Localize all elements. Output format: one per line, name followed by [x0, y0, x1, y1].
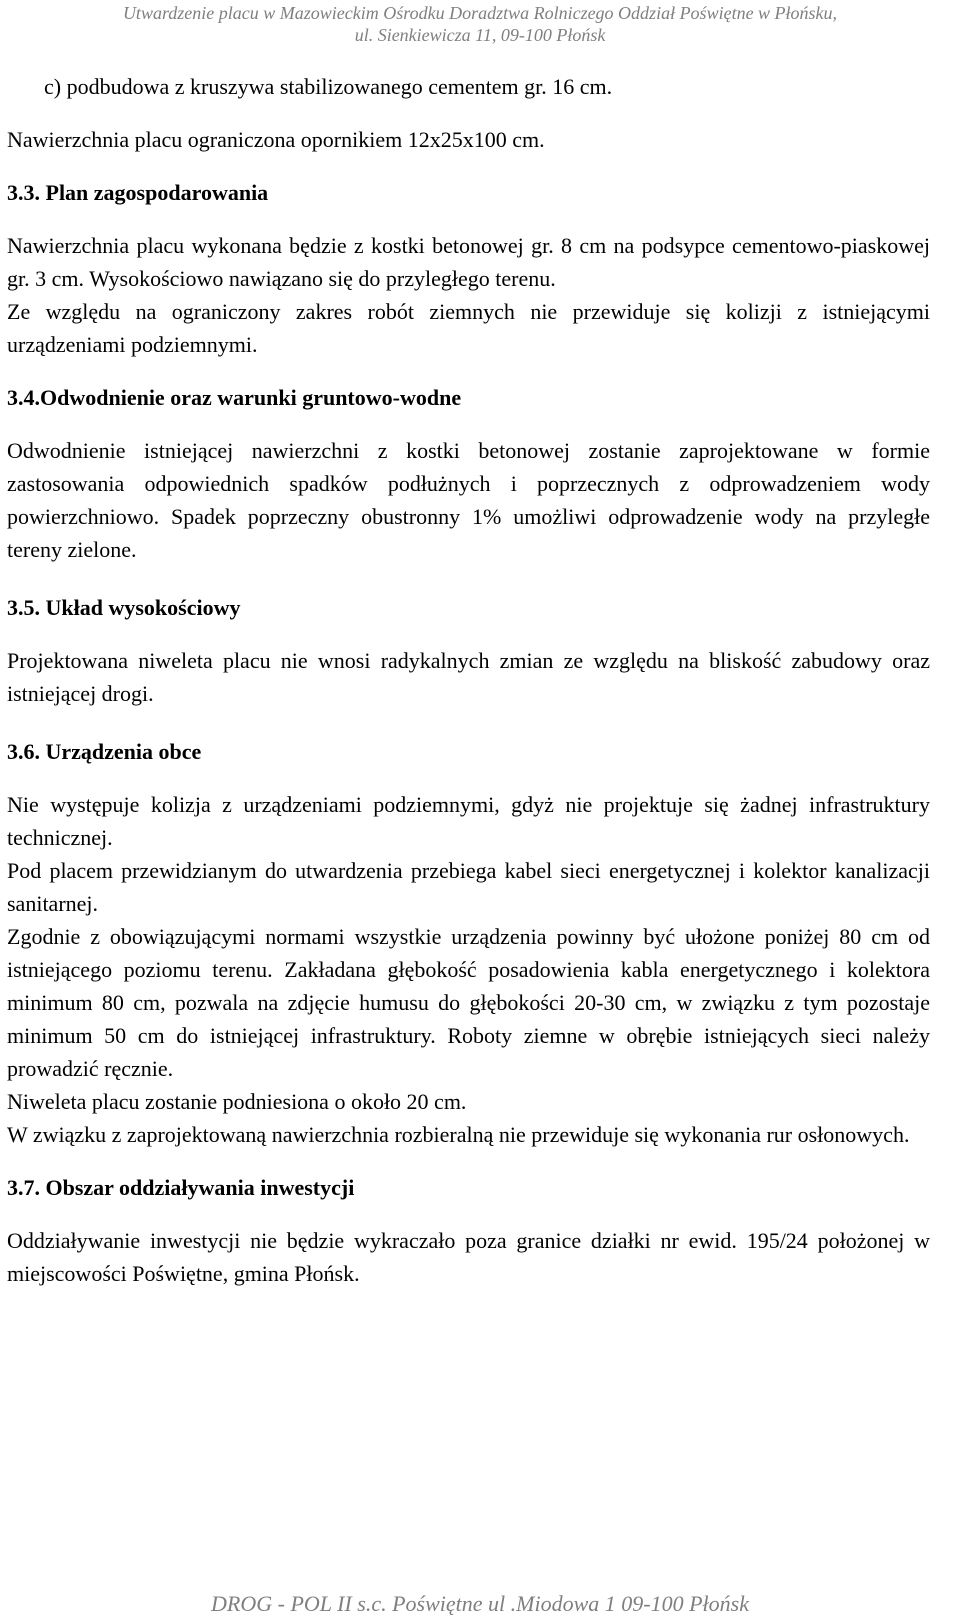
- page-footer: DROG - POL II s.c. Poświętne ul .Miodowa 1 09-100 Płońsk: [211, 1591, 749, 1616]
- header-line-2: ul. Sienkiewicza 11, 09-100 Płońsk: [354, 25, 606, 45]
- document-body: [7, 70, 930, 1290]
- section-3-3-paragraph-2: Ze względu na ograniczony zakres robót ziemnych nie przewiduje się kolizji z istniejącymi urządzeniami podziemnymi.: [7, 299, 930, 357]
- section-3-3-paragraph-1: Nawierzchnia placu wykonana będzie z kostki betonowej gr. 8 cm na podsypce cementowo-piaskowej gr. 3 cm. Wysokościowo nawiązano się do przyległego terenu.: [7, 233, 930, 291]
- list-item-c: c) podbudowa z kruszywa stabilizowanego cementem gr. 16 cm.: [44, 74, 613, 99]
- section-3-4-paragraph-1: Odwodnienie istniejącej nawierzchni z kostki betonowej zostanie zaprojektowane w formie zastosowania odpowiednich spadków podłużnych i poprzecznych z odprowadzeniem wody powierzchniowo. Spadek poprzeczny obustronny 1% umożliwi odprowadzenie wody na przyległe tereny zielone.: [7, 438, 930, 562]
- section-heading-3-5: 3.5. Układ wysokościowy: [7, 595, 241, 620]
- header-line-1: Utwardzenie placu w Mazowieckim Ośrodku Doradztwa Rolniczego Oddział Poświętne w Płońsku,: [122, 3, 838, 23]
- section-3-6-paragraph-4: Niweleta placu zostanie podniesiona o około 20 cm.: [7, 1089, 467, 1114]
- section-heading-3-7: 3.7. Obszar oddziaływania inwestycji: [7, 1175, 355, 1200]
- section-3-5-paragraph-1: Projektowana niweleta placu nie wnosi radykalnych zmian ze względu na bliskość zabudowy oraz istniejącej drogi.: [7, 648, 930, 706]
- section-3-6-paragraph-5: W związku z zaprojektowaną nawierzchnia rozbieralną nie przewiduje się wykonania rur osłonowych.: [7, 1122, 910, 1147]
- section-3-6-paragraph-3: Zgodnie z obowiązującymi normami wszystkie urządzenia powinny być ułożone poniżej 80 cm od istniejącego poziomu terenu. Zakładana głębokość posadowienia kabla energetycznego i kolektora minimum 80 cm, pozwala na zdjęcie humusu do głębokości 20-30 cm, w związku z tym pozostaje minimum 50 cm do istniejącej infrastruktury. Roboty ziemne w obrębie istniejących sieci należy prowadzić ręcznie.: [7, 924, 930, 1081]
- section-3-6-paragraph-2: Pod placem przewidzianym do utwardzenia przebiega kabel sieci energetycznej i kolektor kanalizacji sanitarnej.: [7, 858, 930, 916]
- section-heading-3-6: 3.6. Urządzenia obce: [7, 739, 202, 764]
- section-heading-3-4: 3.4.Odwodnienie oraz warunki gruntowo-wodne: [7, 385, 462, 410]
- section-3-6-paragraph-1: Nie występuje kolizja z urządzeniami podziemnymi, gdyż nie projektuje się żadnej infrastruktury technicznej.: [7, 792, 930, 850]
- section-3-7-paragraph-1: Oddziaływanie inwestycji nie będzie wykraczało poza granice działki nr ewid. 195/24 położonej w miejscowości Poświętne, gmina Płońsk.: [7, 1228, 930, 1286]
- section-heading-3-3: 3.3. Plan zagospodarowania: [7, 180, 269, 205]
- page-header: [0, 2, 960, 46]
- curb-paragraph: Nawierzchnia placu ograniczona opornikiem 12x25x100 cm.: [7, 127, 545, 152]
